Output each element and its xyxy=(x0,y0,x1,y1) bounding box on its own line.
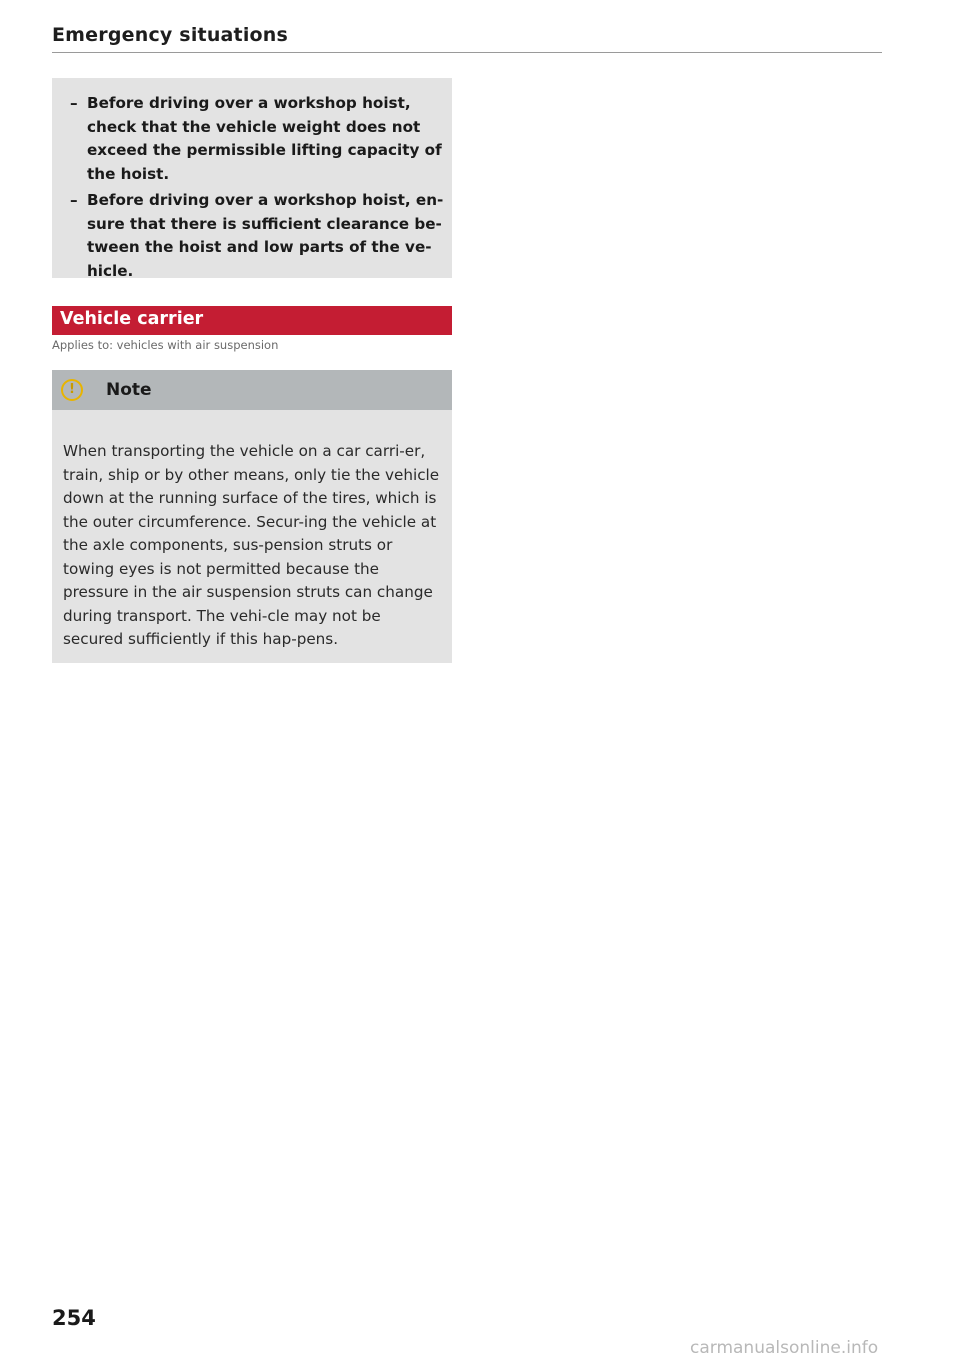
section-heading-bar xyxy=(52,306,452,335)
dash-bullet: – xyxy=(70,191,78,209)
note-body xyxy=(52,410,452,663)
watermark: carmanualsonline.info xyxy=(690,1338,879,1358)
section-header: Emergency situations xyxy=(52,24,289,46)
warning-box xyxy=(52,78,452,278)
header-divider xyxy=(52,52,882,53)
warning-item xyxy=(64,189,444,283)
applies-to-note: Applies to: vehicles with air suspension xyxy=(52,338,279,352)
note-text: When transporting the vehicle on a car carri-er, train, ship or by other means, only tie the vehicle down at the running surface of the tires, which is the outer circumference. Secur-ing the vehicle at the axle components, sus-pension struts or towing eyes is not permitted because the pressure in the air suspension struts can change during transport. The vehi-cle may not be secured sufficiently if this hap-pens. xyxy=(63,442,440,648)
section-heading: Vehicle carrier xyxy=(60,309,204,329)
dash-bullet: – xyxy=(70,94,78,112)
warning-list xyxy=(64,92,444,286)
note-header xyxy=(52,370,452,410)
note-title: Note xyxy=(106,380,152,400)
page-number: 254 xyxy=(52,1306,96,1330)
warning-item-text: Before driving over a workshop hoist, check that the vehicle weight does not exceed the permissible lifting capacity of the hoist. xyxy=(87,94,442,183)
exclamation-circle-icon: ! xyxy=(61,379,83,401)
warning-item xyxy=(64,92,444,186)
warning-item-text: Before driving over a workshop hoist, en-sure that there is sufficient clearance be-tween the hoist and low parts of the ve-hicle. xyxy=(87,191,444,280)
